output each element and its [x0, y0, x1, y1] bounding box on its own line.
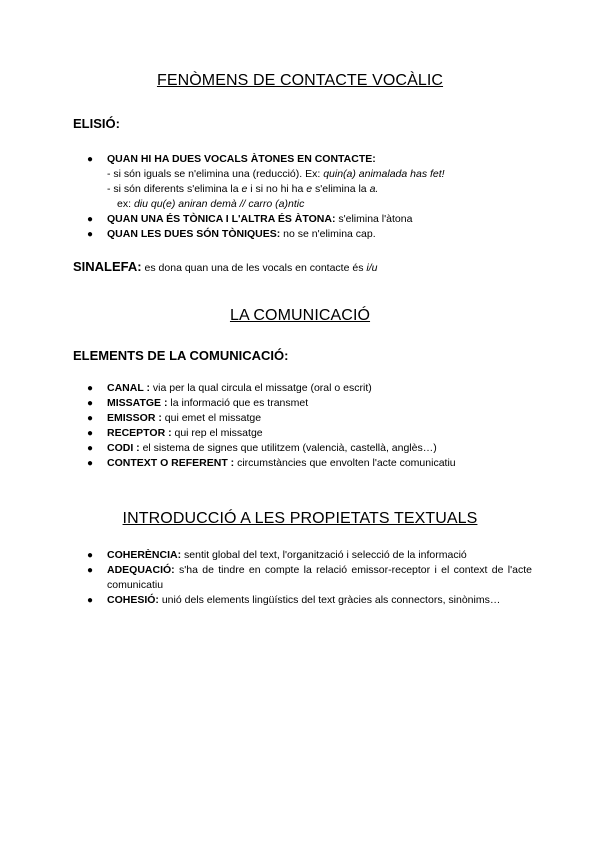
- list-item: [87, 212, 532, 227]
- example-text: quin(a) animalada has fet!: [323, 168, 445, 180]
- elisio-heading: ELISIÓ:: [73, 116, 120, 131]
- sinalefa-italic: i/u: [366, 262, 378, 274]
- elements-heading: ELEMENTS DE LA COMUNICACIÓ:: [73, 348, 289, 363]
- list-item: [87, 563, 532, 593]
- item-text: la informació que es transmet: [167, 397, 309, 409]
- section-title-contacte-vocalic: FENÒMENS DE CONTACTE VOCÀLIC: [156, 72, 444, 89]
- item-text: s'elimina l'àtona: [335, 213, 413, 225]
- bullet-icon: ●: [87, 550, 94, 561]
- list-item: [87, 441, 532, 456]
- bullet-icon: ●: [87, 458, 94, 469]
- vowel-text: e: [306, 183, 313, 195]
- item-label: RECEPTOR :: [107, 427, 172, 439]
- example-text: diu qu(e) aniran demà // carro (a)ntic: [133, 198, 305, 210]
- bullet-icon: ●: [87, 214, 94, 225]
- item-text: via per la qual circula el missatge (oral o escrit): [149, 382, 372, 394]
- item-text: i si no hi ha: [247, 183, 307, 195]
- item-subline: [107, 167, 532, 182]
- item-text: ex:: [117, 198, 134, 210]
- list-item: [87, 411, 532, 426]
- list-item: [87, 381, 532, 396]
- item-label: CANAL :: [107, 382, 150, 394]
- bullet-icon: ●: [87, 398, 94, 409]
- vowel-text: a.: [369, 183, 379, 195]
- item-subline: [107, 182, 532, 197]
- bullet-icon: ●: [87, 383, 94, 394]
- elements-list: [87, 381, 532, 471]
- item-text: el sistema de signes que utilitzem (valencià, castellà, anglès…): [139, 442, 437, 454]
- list-item: [87, 548, 532, 563]
- sinalefa-paragraph: [73, 259, 377, 274]
- item-label: CONTEXT O REFERENT :: [107, 457, 235, 469]
- item-label: MISSATGE :: [107, 397, 168, 409]
- list-item: [87, 426, 532, 441]
- list-item: [87, 456, 532, 471]
- item-subline: [107, 197, 532, 212]
- elisio-list: [87, 152, 532, 242]
- list-item: [87, 152, 532, 212]
- bullet-icon: ●: [87, 443, 94, 454]
- item-label: QUAN UNA ÉS TÒNICA I L'ALTRA ÉS ÀTONA:: [107, 213, 336, 225]
- section-title-comunicacio: LA COMUNICACIÓ: [229, 307, 371, 324]
- vowel-text: e: [241, 183, 248, 195]
- item-text: no se n'elimina cap.: [280, 228, 376, 240]
- item-text: qui rep el missatge: [171, 427, 263, 439]
- bullet-icon: ●: [87, 229, 94, 240]
- item-text: s'ha de tindre en compte la relació emissor-receptor i el context de l'acte comunicatiu: [107, 564, 532, 591]
- bullet-icon: ●: [87, 428, 94, 439]
- list-item: [87, 396, 532, 411]
- list-item: [87, 227, 532, 242]
- item-label: QUAN LES DUES SÓN TÒNIQUES:: [107, 228, 281, 240]
- item-label: COHESIÓ:: [107, 594, 159, 606]
- item-text: - si són diferents s'elimina la: [107, 183, 242, 195]
- sinalefa-text: es dona quan una de les vocals en contacte és: [141, 262, 367, 274]
- item-text: circumstàncies que envolten l'acte comunicatiu: [234, 457, 456, 469]
- bullet-icon: ●: [87, 154, 94, 165]
- item-label: ADEQUACIÓ:: [107, 564, 175, 576]
- item-text: - si són iguals se n'elimina una (reducció). Ex:: [107, 168, 324, 180]
- item-label: COHERÈNCIA:: [107, 549, 182, 561]
- item-text: qui emet el missatge: [161, 412, 262, 424]
- list-item: [87, 593, 532, 608]
- item-text: unió dels elements lingüístics del text gràcies als connectors, sinònims…: [158, 594, 501, 606]
- item-label: EMISSOR :: [107, 412, 162, 424]
- bullet-icon: ●: [87, 565, 94, 576]
- item-text: sentit global del text, l'organització i selecció de la informació: [181, 549, 467, 561]
- propietats-list: [87, 548, 532, 608]
- section-title-propietats-textuals: INTRODUCCIÓ A LES PROPIETATS TEXTUALS: [122, 510, 478, 527]
- bullet-icon: ●: [87, 595, 94, 606]
- item-text: s'elimina la: [312, 183, 370, 195]
- sinalefa-label: SINALEFA:: [73, 259, 142, 274]
- item-label: CODI :: [107, 442, 140, 454]
- bullet-icon: ●: [87, 413, 94, 424]
- item-label: QUAN HI HA DUES VOCALS ÀTONES EN CONTACTE:: [107, 153, 376, 165]
